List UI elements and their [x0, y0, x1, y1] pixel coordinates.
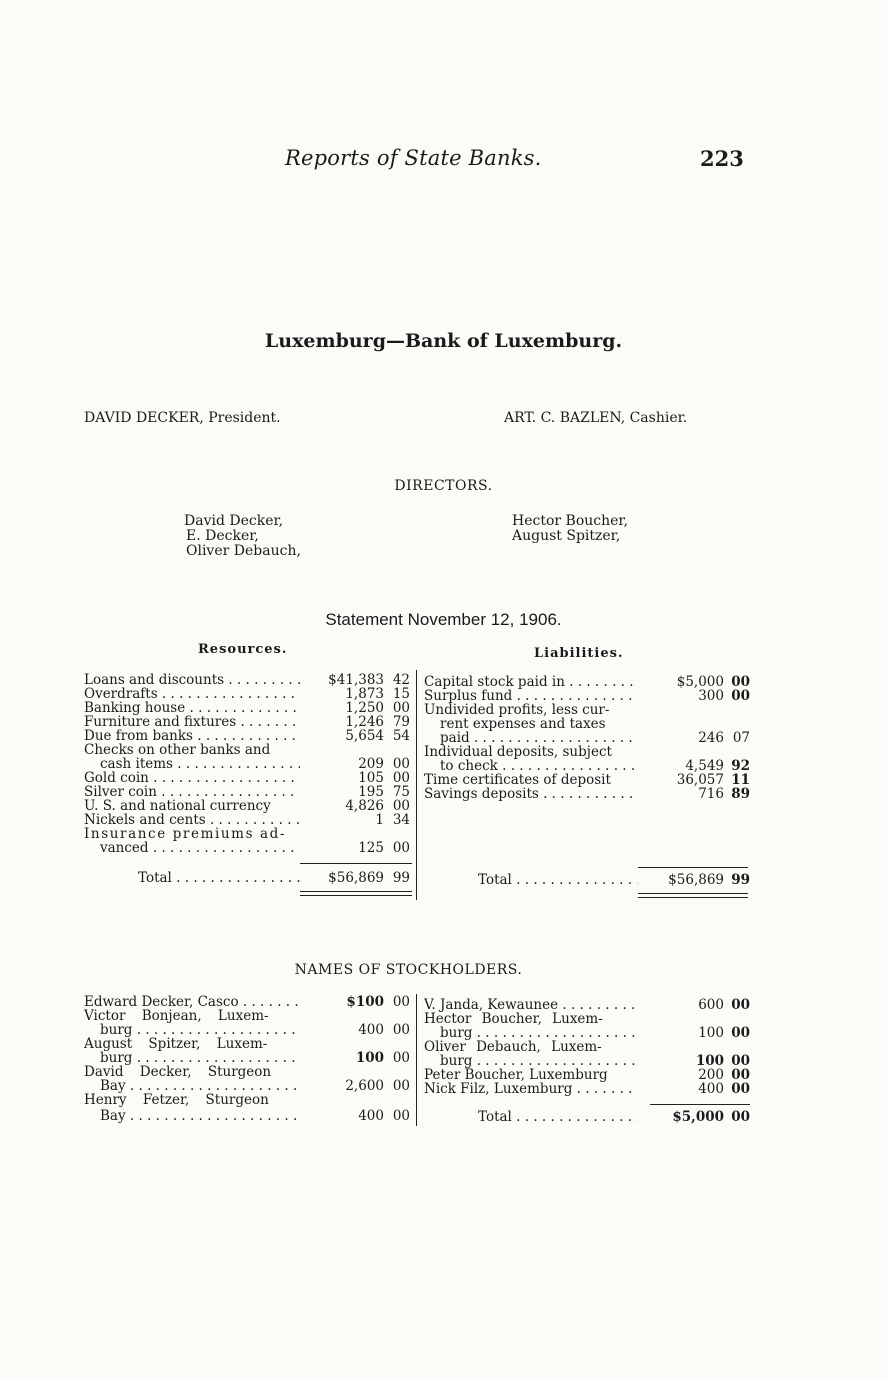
- running-title: Reports of State Banks.: [285, 146, 542, 170]
- stockholders-heading: NAMES OF STOCKHOLDERS.: [294, 962, 523, 978]
- stockholders-left: Edward Decker, Casco . . . $100 00 Victor Bonjean, Luxem- burg . . . 400 00 August Spitzer, Luxem- burg . . . 100 00 David Decker, Sturgeon Bay . . . 2,600 00 Henry Fetzer, Sturgeon Bay . . . 400 00: [84, 995, 414, 1135]
- stockholders-right: V. Janda, Kewaunee . . . 600 00 Hector Boucher, Luxem- burg . . . 100 00 Oliver Debauch, Luxem- burg . . . 100 00 Peter Boucher, Luxemburg 200 00 Nick Filz, Luxemburg . . . 400 00 Total . . . $5,000 00: [424, 998, 754, 1138]
- directors-left: [184, 514, 301, 559]
- statement-title: Statement November 12, 1906.: [325, 610, 562, 629]
- liabilities-heading: Liabilities.: [534, 646, 624, 661]
- liabilities-table: Capital stock paid in . . . $5,000 00 Surplus fund . . . 300 00 Undivided profits, less cur- rent expenses and taxes paid . . . 246 07 Individual deposits, subject to check . . . 4,549 92 Time certificates of deposit 36,057 11 Savings deposits . . . 716 89 Total . . . $56,869 99: [424, 675, 754, 905]
- directors-heading: DIRECTORS.: [394, 478, 493, 494]
- directors-right: [512, 514, 628, 544]
- president: DAVID DECKER, President.: [84, 410, 281, 426]
- resources-heading: Resources.: [198, 642, 288, 657]
- column-divider: [416, 670, 417, 900]
- director-name: E. Decker,: [186, 528, 259, 544]
- director-name: Hector Boucher,: [512, 513, 629, 529]
- resources-table: Loans and discounts . . . $41,383 42 Overdrafts . . . 1,873 15 Banking house . . . 1,250 00 Furniture and fixtures . . . 1,246 79 Due from banks . . . 5,654 54 Checks on other banks and cash items . . . 209 00 Gold coin . . . 105 00 Silver coin . . . 195 75 U. S. and national currency 4,826 00 Nickels and cents . . . 1 34 Insurance premiums ad- vanced . . . 125 00 Total . . . $56,869 99: [84, 673, 414, 903]
- director-name: August Spitzer,: [512, 528, 621, 544]
- bank-title: Luxemburg—Bank of Luxemburg.: [264, 330, 623, 352]
- cashier: ART. C. BAZLEN, Cashier.: [504, 410, 688, 426]
- page-number: 223: [700, 146, 744, 171]
- director-name: Oliver Debauch,: [186, 543, 301, 559]
- column-divider: [416, 994, 417, 1126]
- director-name: David Decker,: [184, 513, 284, 529]
